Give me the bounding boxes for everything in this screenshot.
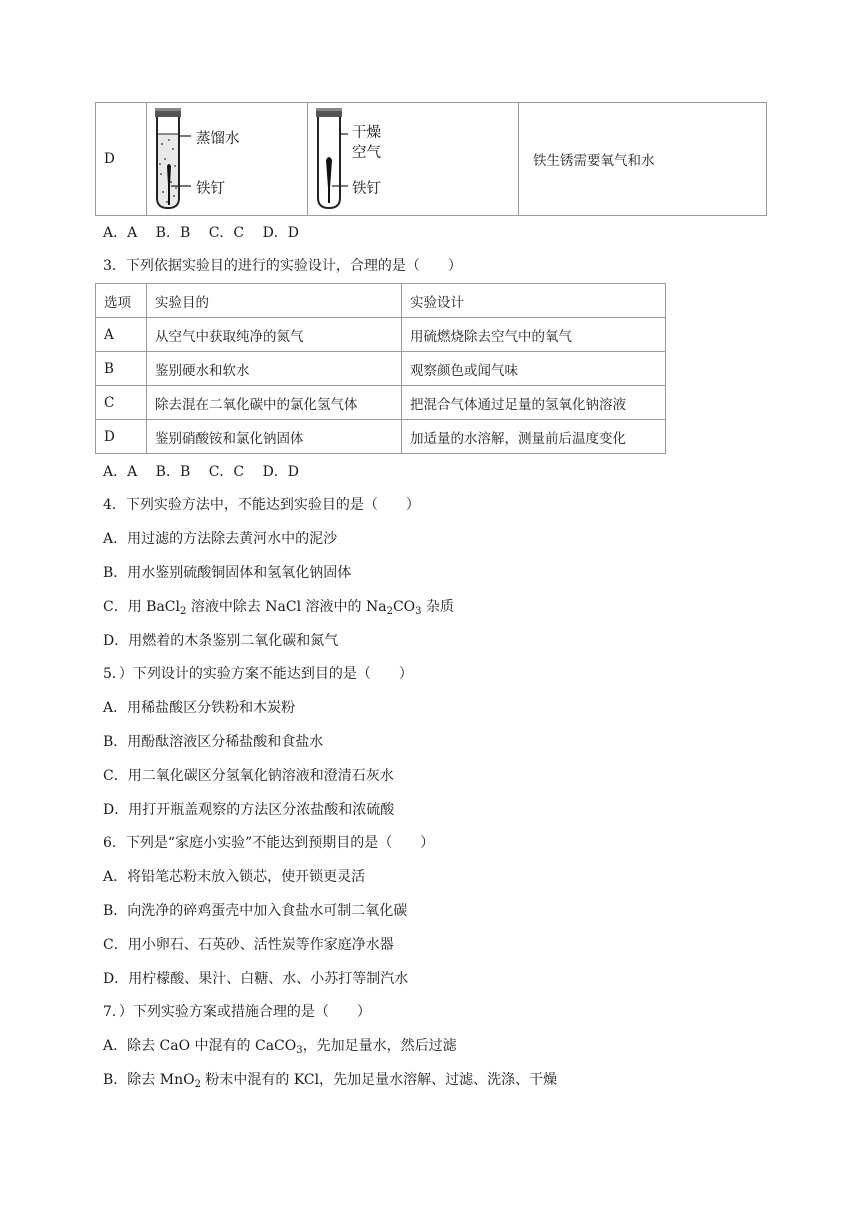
q3-answer-options: A．A B．B C．C D．D — [103, 464, 300, 480]
table-row-purpose: 除去混在二氧化碳中的氯化氢气体 — [147, 386, 402, 420]
conclusion-cell: 铁生锈需要氧气和水 — [519, 103, 767, 216]
experiment-table-d — [95, 102, 767, 216]
q5-option-b: B．用酚酞溶液区分稀盐酸和食盐水 — [103, 734, 324, 750]
table-row-purpose: 鉴别硝酸铵和氯化钠固体 — [147, 420, 402, 454]
q4-option-b: B．用水鉴别硫酸铜固体和氢氧化钠固体 — [103, 565, 352, 581]
table-row-design: 把混合气体通过足量的氢氧化钠溶液 — [402, 386, 666, 420]
table-row-purpose: 从空气中获取纯净的氮气 — [147, 318, 402, 352]
tube-figure-2-cell — [308, 103, 519, 216]
table-row-purpose: 鉴别硬水和软水 — [147, 352, 402, 386]
q5-option-c: C．用二氧化碳区分氢氧化钠溶液和澄清石灰水 — [103, 768, 394, 784]
q5-option-d: D．用打开瓶盖观察的方法区分浓盐酸和浓硫酸 — [103, 802, 395, 818]
q6-option-b: B．向洗净的碎鸡蛋壳中加入食盐水可制二氧化碳 — [103, 903, 408, 919]
q7-option-b: B．除去 MnO$_2$ 粉末中混有的 KCl，先加足量水溶解、过滤、洗涤、干燥 — [103, 1072, 558, 1090]
tube2-label-top-2: 空气 — [352, 145, 381, 161]
option-cell: D — [96, 103, 147, 216]
q4-option-d: D．用燃着的木条鉴别二氧化碳和氮气 — [103, 633, 339, 649]
q7-option-a: A．除去 CaO 中混有的 CaCO$_3$，先加足量水，然后过滤 — [103, 1038, 457, 1056]
q6-option-d: D．用柠檬酸、果汁、白糖、水、小苏打等制汽水 — [103, 971, 409, 987]
q4-option-c: C．用 BaCl$_2$ 溶液中除去 NaCl 溶液中的 $Na_2CO_3$ 杂质 — [103, 599, 454, 617]
q4-stem: 4．下列实验方法中，不能达到实验目的是（ ） — [103, 497, 420, 513]
q6-option-c: C．用小卵石、石英砂、活性炭等作家庭净水器 — [103, 937, 394, 953]
table-row-design: 加适量的水溶解，测量前后温度变化 — [402, 420, 666, 454]
table-row-option: D — [96, 420, 147, 454]
q5-option-a: A．用稀盐酸区分铁粉和木炭粉 — [103, 700, 296, 716]
q4-option-a: A．用过滤的方法除去黄河水中的泥沙 — [103, 531, 338, 547]
tube1-label-bottom: 铁钉 — [196, 181, 225, 197]
tube2-label-top-1: 干燥 — [352, 125, 381, 141]
tube1-label-top: 蒸馏水 — [196, 131, 240, 147]
q5-stem: 5．）下列设计的实验方案不能达到目的是（ ） — [103, 666, 413, 682]
q3-stem: 3．下列依据实验目的进行的实验设计，合理的是（ ） — [103, 258, 462, 274]
test-tube-dry-air-figure — [308, 104, 518, 214]
tube2-label-bottom: 铁钉 — [352, 181, 381, 197]
test-tube-distilled-water-figure — [147, 104, 307, 214]
q3-header-design: 实验设计 — [402, 284, 666, 318]
tube-figure-1-cell — [147, 103, 308, 216]
q3-header-option: 选项 — [96, 284, 147, 318]
q3-header-purpose: 实验目的 — [147, 284, 402, 318]
q6-option-a: A．将铅笔芯粉末放入锁芯，使开锁更灵活 — [103, 869, 366, 885]
table-row-design: 用硫燃烧除去空气中的氧气 — [402, 318, 666, 352]
table-row-option: A — [96, 318, 147, 352]
table-row-design: 观察颜色或闻气味 — [402, 352, 666, 386]
table-row-option: B — [96, 352, 147, 386]
q2-answer-options: A．A B．B C．C D．D — [103, 225, 300, 241]
q3-table — [95, 283, 666, 454]
table-row-option: C — [96, 386, 147, 420]
q7-stem: 7．）下列实验方案或措施合理的是（ ） — [103, 1004, 371, 1020]
q6-stem: 6．下列是“家庭小实验”不能达到预期目的是（ ） — [103, 835, 435, 851]
